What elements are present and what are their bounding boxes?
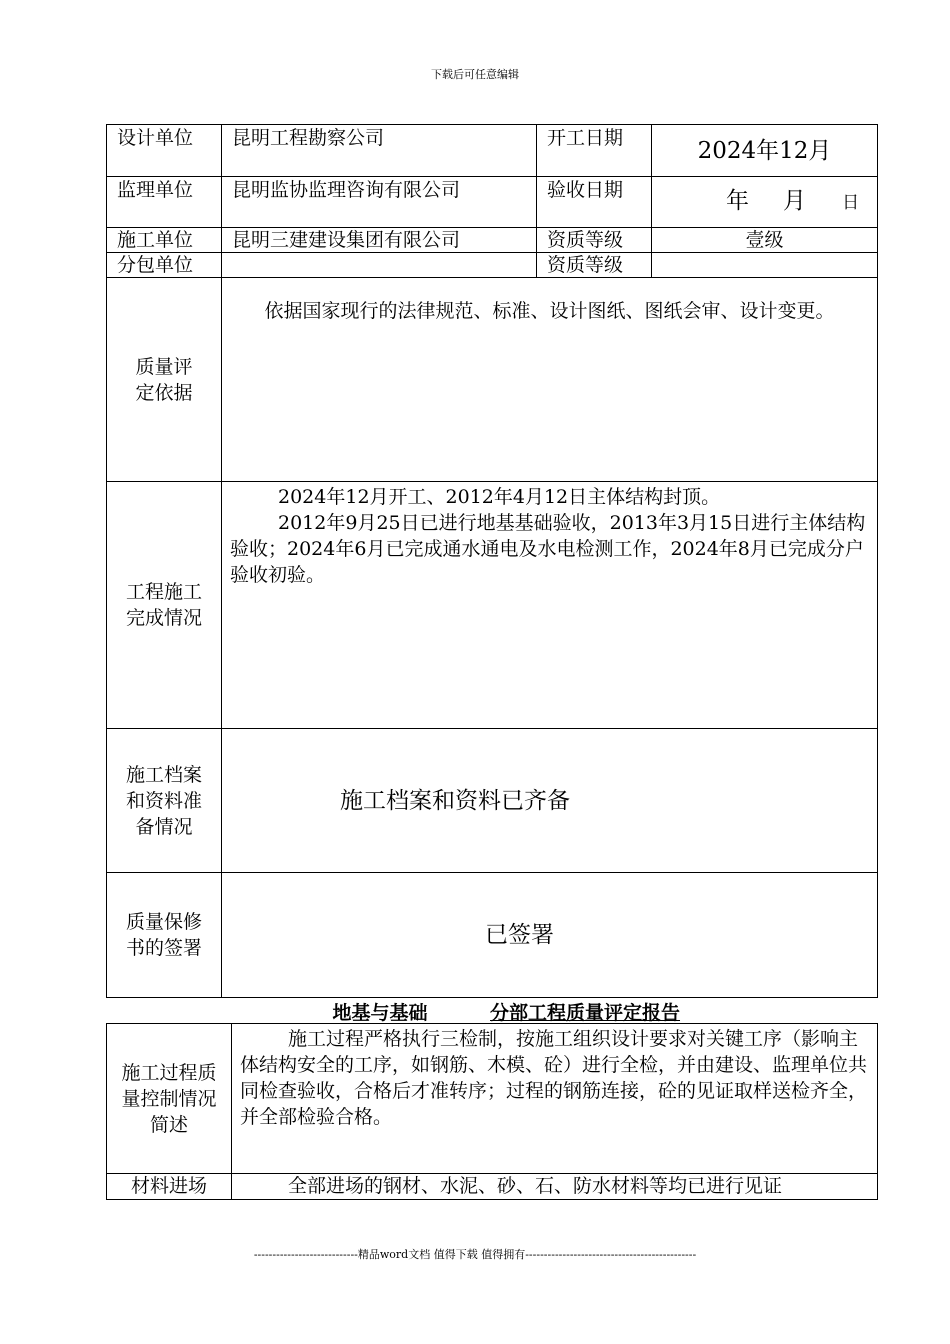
completion-label: 工程施工完成情况	[107, 482, 222, 729]
acceptance-date-label: 验收日期	[537, 177, 652, 228]
completion-text	[222, 482, 878, 729]
archives-label: 施工档案和资料准备情况	[107, 729, 222, 873]
completion-line-2: 2012年9月25日已进行地基基础验收，2013年3月15日进行主体结构验收；2024年6月已完成通水通电及水电检测工作，2024年8月已完成分户验收初验。	[230, 512, 866, 586]
construction-unit-value: 昆明三建建设集团有限公司	[222, 228, 537, 253]
sub-qualification-label: 资质等级	[537, 253, 652, 278]
materials-text: 全部进场的钢材、水泥、砂、石、防水材料等均已进行见证	[232, 1174, 878, 1200]
design-unit-value: 昆明工程勘察公司	[222, 125, 537, 177]
design-unit-label: 设计单位	[107, 125, 222, 177]
supervision-unit-label: 监理单位	[107, 177, 222, 228]
project-info-table	[106, 124, 878, 998]
construction-unit-label: 施工单位	[107, 228, 222, 253]
materials-label: 材料进场	[107, 1174, 232, 1200]
archives-value: 施工档案和资料已齐备	[222, 729, 878, 873]
warranty-label: 质量保修书的签署	[107, 873, 222, 998]
subcontract-unit-value	[222, 253, 537, 278]
qualification-label: 资质等级	[537, 228, 652, 253]
quality-basis-label: 质量评定依据	[107, 278, 222, 482]
acceptance-year: 年	[726, 188, 749, 214]
start-date-value: 2024年12月	[652, 125, 878, 177]
process-control-label: 施工过程质量控制情况简述	[107, 1024, 232, 1174]
acceptance-date-value	[652, 177, 878, 228]
completion-line-1: 2024年12月开工、2012年4月12日主体结构封顶。	[278, 486, 721, 508]
supervision-unit-value: 昆明监协监理咨询有限公司	[222, 177, 537, 228]
sub-qualification-value	[652, 253, 878, 278]
section-title-part2: 分部工程质量评定报告	[490, 1002, 681, 1024]
subcontract-unit-label: 分包单位	[107, 253, 222, 278]
quality-basis-text: 依据国家现行的法律规范、标准、设计图纸、图纸会审、设计变更。	[222, 278, 878, 482]
section-title-part1: 地基与基础	[332, 1002, 428, 1024]
warranty-value: 已签署	[222, 873, 878, 998]
start-date-label: 开工日期	[537, 125, 652, 177]
qualification-value: 壹级	[652, 228, 878, 253]
section-title	[270, 998, 740, 1025]
footer-note: ----------------------------精品word文档 值得下载 值得拥有----------------------------------------------	[253, 1248, 697, 1261]
process-control-text: 施工过程严格执行三检制，按施工组织设计要求对关键工序（影响主体结构安全的工序，如钢筋、木模、砼）进行全检，并由建设、监理单位共同检查验收，合格后才准转序；过程的钢筋连接，砼的见证取样送检齐全，并全部检验合格。	[232, 1024, 878, 1174]
acceptance-month: 月	[783, 188, 807, 214]
header-note: 下载后可任意编辑	[431, 68, 519, 81]
acceptance-day: 日	[842, 193, 860, 213]
quality-report-table	[106, 1023, 878, 1200]
